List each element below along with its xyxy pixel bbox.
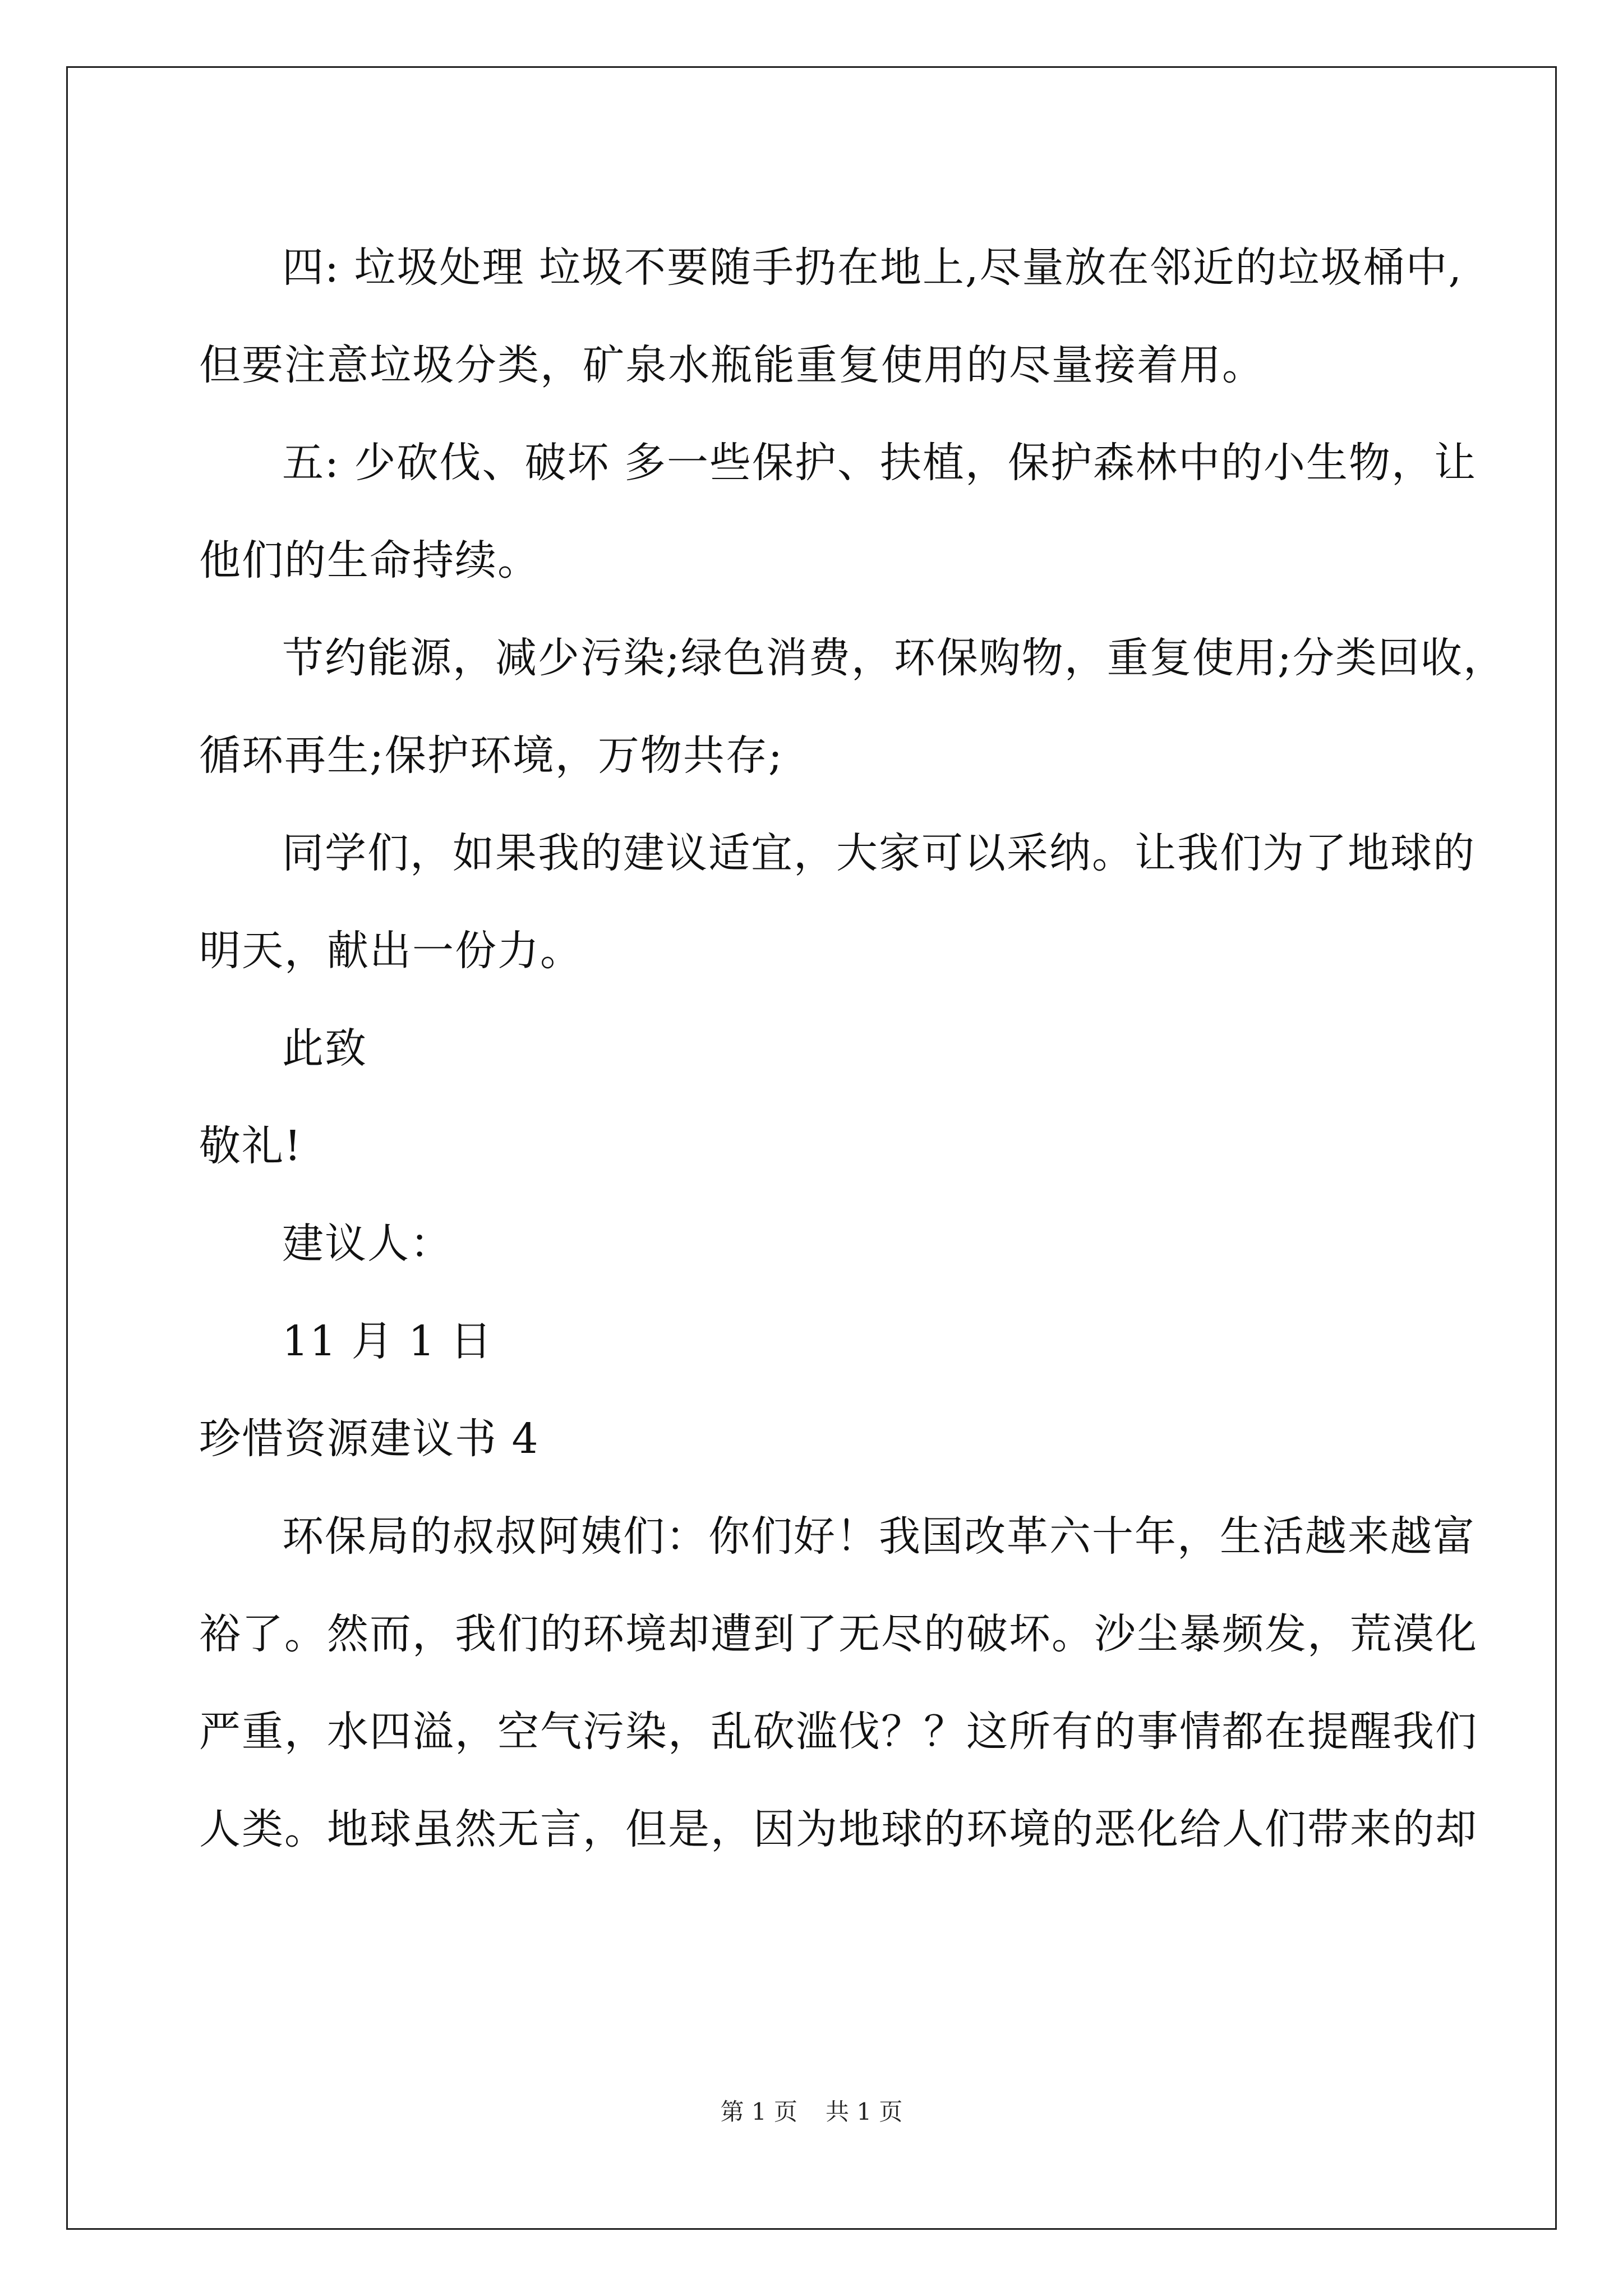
paragraph-line: 四: 垃圾处理 垃圾不要随手扔在地上,尽量放在邻近的垃圾桶中, bbox=[282, 243, 1463, 292]
section-title: 珍惜资源建议书 4 bbox=[199, 1415, 540, 1463]
paragraph-line: 但要注意垃圾分类，矿泉水瓶能重复使用的尽量接着用。 bbox=[199, 341, 1265, 389]
closing-salutation: 此致 bbox=[282, 1024, 367, 1073]
document-body bbox=[199, 219, 1506, 1878]
paragraph-line: 环保局的叔叔阿姨们：你们好！我国改革六十年，生活越来越富 bbox=[282, 1512, 1476, 1561]
paragraph-line: 严重，水四溢，空气污染，乱砍滥伐？？这所有的事情都在提醒我们 bbox=[199, 1708, 1478, 1756]
paragraph-line: 裕了。然而，我们的环境却遭到了无尽的破坏。沙尘暴频发，荒漠化 bbox=[199, 1610, 1478, 1658]
paragraph-line: 明天，献出一份力。 bbox=[199, 927, 583, 975]
page-total: 共 1 页 bbox=[826, 2098, 903, 2125]
paragraph-line: 同学们，如果我的建议适宜，大家可以采纳。让我们为了地球的 bbox=[282, 829, 1476, 877]
page-number: 第 1 页 bbox=[720, 2098, 797, 2125]
paragraph-line: 他们的生命持续。 bbox=[199, 536, 540, 585]
closing-regards: 敬礼! bbox=[199, 1122, 302, 1170]
page-footer bbox=[0, 2095, 1623, 2129]
letter-date: 11 月 1 日 bbox=[282, 1317, 493, 1365]
paragraph-line: 节约能源，减少污染;绿色消费，环保购物，重复使用;分类回收， bbox=[282, 634, 1506, 682]
paragraph-line: 循环再生;保护环境，万物共存; bbox=[199, 731, 783, 780]
signature-label: 建议人： bbox=[282, 1220, 453, 1268]
paragraph-line: 五: 少砍伐、破坏 多一些保护、扶植，保护森林中的小生物，让 bbox=[282, 439, 1477, 487]
paragraph-line: 人类。地球虽然无言，但是，因为地球的环境的恶化给人们带来的却 bbox=[199, 1805, 1478, 1853]
